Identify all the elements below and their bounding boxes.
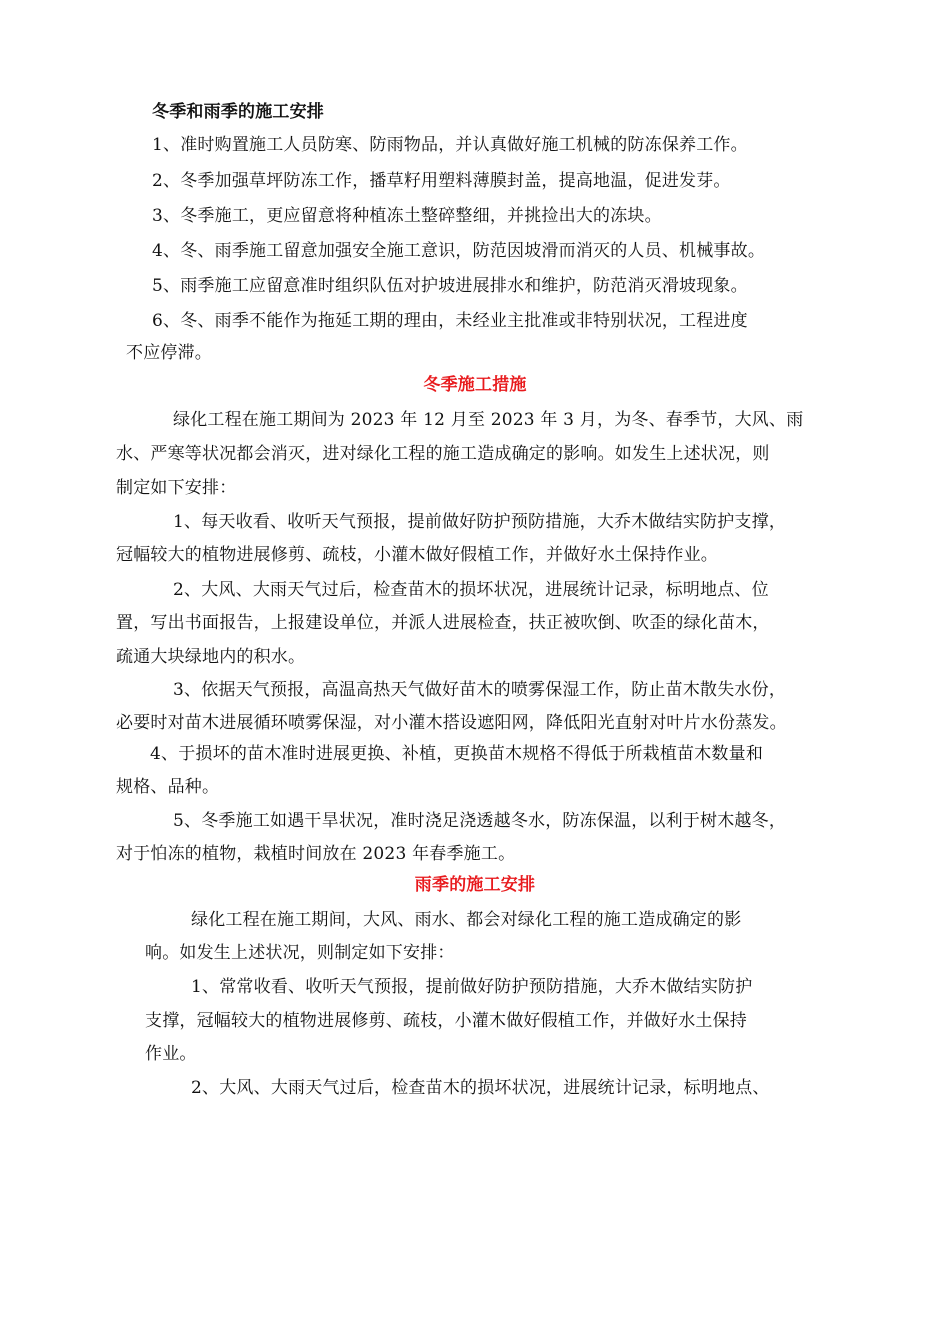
paragraph-line: 支撑，冠幅较大的植物进展修剪、疏枝，小灌木做好假植工作，并做好水土保持 [145, 1011, 747, 1031]
paragraph-line: 6、冬、雨季不能作为拖延工期的理由，未经业主批准或非特别状况，工程进度 [152, 311, 748, 331]
paragraph-line: 绿化工程在施工期间为 2023 年 12 月至 2023 年 3 月，为冬、春季节，大风、雨 [173, 410, 804, 430]
paragraph-line: 4、于损坏的苗木准时进展更换、补植，更换苗木规格不得低于所栽植苗木数量和 [150, 744, 764, 764]
paragraph-line: 规格、品种。 [116, 777, 220, 797]
paragraph-line: 1、每天收看、收听天气预报，提前做好防护预防措施，大乔木做结实防护支撑， [173, 512, 787, 532]
paragraph-line: 2、大风、大雨天气过后，检查苗木的损坏状况，进展统计记录，标明地点、位 [173, 580, 769, 600]
paragraph-line: 响。如发生上述状况，则制定如下安排： [145, 943, 455, 963]
paragraph-line: 1、常常收看、收听天气预报，提前做好防护预防措施，大乔木做结实防护 [191, 977, 753, 997]
paragraph-line: 必要时对苗木进展循环喷雾保湿，对小灌木搭设遮阳网，降低阳光直射对叶片水份蒸发。 [116, 713, 787, 733]
paragraph-line: 4、冬、雨季施工留意加强安全施工意识，防范因坡滑而消灭的人员、机械事故。 [152, 241, 766, 261]
paragraph-line: 2、大风、大雨天气过后，检查苗木的损坏状况，进展统计记录，标明地点、 [191, 1078, 770, 1098]
paragraph-line: 作业。 [145, 1044, 197, 1064]
paragraph-line: 绿化工程在施工期间，大风、雨水、都会对绿化工程的施工造成确定的影 [191, 910, 742, 930]
paragraph-line: 冠幅较大的植物进展修剪、疏枝，小灌木做好假植工作，并做好水土保持作业。 [116, 545, 718, 565]
paragraph-line: 对于怕冻的植物，栽植时间放在 2023 年春季施工。 [116, 844, 516, 864]
paragraph-line: 3、依据天气预报，高温高热天气做好苗木的喷雾保湿工作，防止苗木散失水份， [173, 680, 787, 700]
paragraph-line: 制定如下安排： [116, 478, 237, 498]
paragraph-line: 3、冬季施工，更应留意将种植冻土整碎整细，并挑捡出大的冻块。 [152, 206, 662, 226]
paragraph-line: 5、雨季施工应留意准时组织队伍对护坡进展排水和维护，防范消灭滑坡现象。 [152, 276, 748, 296]
paragraph-line: 5、冬季施工如遇干旱状况，准时浇足浇透越冬水，防冻保温，以利于树木越冬， [173, 811, 787, 831]
paragraph-line: 1、准时购置施工人员防寒、防雨物品，并认真做好施工机械的防冻保养工作。 [152, 135, 748, 155]
paragraph-line: 疏通大块绿地内的积水。 [116, 647, 306, 667]
paragraph-line: 2、冬季加强草坪防冻工作，播草籽用塑料薄膜封盖，提高地温，促进发芽。 [152, 171, 731, 191]
section-title-winter-measures: 冬季施工措施 [423, 375, 527, 395]
paragraph-line: 置，写出书面报告，上报建设单位，并派人进展检查，扶正被吹倒、吹歪的绿化苗木， [116, 613, 770, 633]
paragraph-line: 不应停滞。 [126, 343, 212, 363]
section-title-winter-rainy: 冬季和雨季的施工安排 [152, 102, 324, 122]
section-title-rainy-season: 雨季的施工安排 [414, 875, 536, 895]
paragraph-line: 水、严寒等状况都会消灭，进对绿化工程的施工造成确定的影响。如发生上述状况，则 [116, 444, 770, 464]
